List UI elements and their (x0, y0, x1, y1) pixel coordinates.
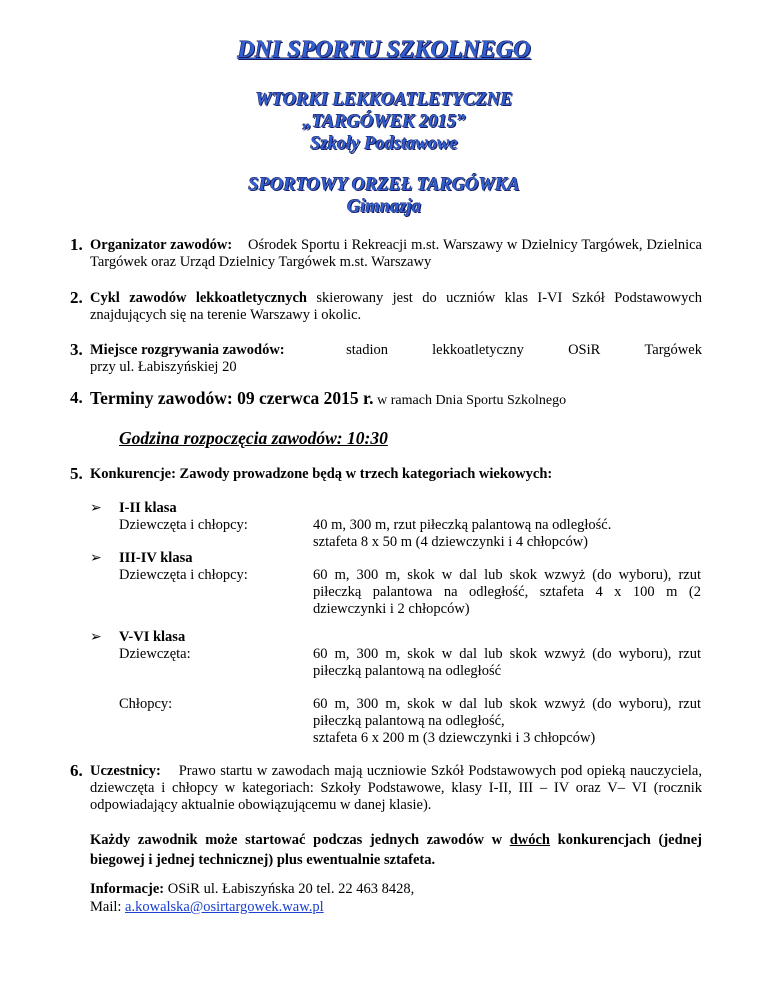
section-text: skierowany jest do uczniów klas I-VI Szkół Podstawowych znajdujących się na terenie Warszawy i okolic. (90, 290, 703, 323)
category-name: I-II klasa (119, 500, 177, 516)
category-2-events: 60 m, 300 m, skok w dal lub skok wzwyż (do wyboru), rzut piłeczką palantowa na odległość, sztafeta 4 x 100 m (2 dziewczynki i 2 chłopców) (313, 567, 701, 617)
section-number: 6. (70, 761, 83, 780)
category-group: Dziewczęta i chłopcy: (119, 517, 248, 533)
subtitle-line-1: WTORKI LEKKOATLETYCZNE (255, 90, 513, 110)
section-events (70, 464, 702, 483)
category-3-boys: Chłopcy: (119, 696, 173, 712)
category-events-line: 60 m, 300 m, skok w dal lub skok wzwyż (do wyboru), rzut piłeczką palantową na odległość, (313, 696, 701, 729)
category-1-events (313, 517, 701, 551)
subtitle-line-4: SPORTOWY ORZEŁ TARGÓWKA (248, 175, 520, 195)
section-number: 4. (70, 388, 83, 407)
category-group: Dziewczęta: (119, 646, 191, 662)
section-text: Ośrodek Sportu i Rekreacji m.st. Warszawy w Dzielnicy Targówek, Dzielnica Targówek oraz Urząd Dzielnicy Targówek m.st. Warszawy (90, 237, 702, 270)
category-events-line: sztafeta 8 x 50 m (4 dziewczynki i 4 chłopców) (313, 534, 589, 550)
category-name: III-IV klasa (119, 550, 193, 566)
start-time: Godzina rozpoczęcia zawodów: 10:30 (119, 428, 388, 448)
section-label: Organizator zawodów: (90, 237, 233, 253)
section-label: Cykl zawodów lekkoatletycznych (90, 290, 307, 306)
subtitle-line-3: Szkoły Podstawowe (310, 133, 458, 154)
subtitle-block-secondary (0, 175, 768, 219)
mail-label: Mail: (90, 899, 122, 915)
bullet-arrow-icon: ➢ (90, 630, 102, 645)
venue-word: stadion (346, 342, 389, 358)
info-text: OSiR ul. Łabiszyńska 20 tel. 22 463 8428, (167, 881, 415, 897)
section-number: 5. (70, 464, 83, 483)
subtitle-block-primary (0, 90, 768, 155)
section-cycle (70, 288, 703, 324)
category-1 (119, 500, 248, 534)
contact-info (90, 880, 414, 916)
email-link[interactable]: a.kowalska@osirtargowek.waw.pl (125, 899, 324, 915)
category-events-line: 40 m, 300 m, rzut piłeczką palantową na odległość. (313, 517, 612, 533)
info-label: Informacje: (90, 881, 165, 897)
section-text: w ramach Dnia Sportu Szkolnego (377, 393, 567, 408)
venue-word: OSiR (568, 342, 601, 358)
section-venue (70, 340, 702, 376)
venue-line-2: przy ul. Łabiszyńskiej 20 (90, 359, 237, 375)
section-participants (70, 761, 702, 814)
category-name: V-VI klasa (119, 629, 186, 645)
section-number: 2. (70, 288, 83, 307)
category-3 (119, 629, 191, 663)
rules-note (90, 830, 702, 870)
section-number: 3. (70, 340, 83, 359)
section-text: Prawo startu w zawodach mają uczniowie Szkół Podstawowych pod opieką nauczyciela, dziewczęta i chłopcy w kategoriach: Szkoły Podstawowe, klasy I-II, III – IV oraz V– VI (rocznik odpowiadający aktualnie obowiązującemu w danej klasie). (90, 763, 702, 813)
venue-line-1 (90, 342, 702, 359)
section-number: 1. (70, 235, 83, 254)
section-label: Miejsce rozgrywania zawodów: (90, 342, 285, 358)
category-events-line: sztafeta 6 x 200 m (3 dziewczynki i 3 chłopców) (313, 730, 596, 746)
section-label: Konkurencje: Zawody prowadzone będą w trzech kategoriach wiekowych: (90, 466, 553, 482)
bullet-arrow-icon: ➢ (90, 501, 102, 516)
note-emphasis: dwóch (509, 832, 550, 848)
section-label: Terminy zawodów: 09 czerwca 2015 r. (90, 388, 374, 408)
section-label: Uczestnicy: (90, 763, 161, 779)
section-dates (70, 388, 702, 409)
category-3-boys-events (313, 696, 701, 747)
category-3-events: 60 m, 300 m, skok w dal lub skok wzwyż (do wyboru), rzut piłeczką palantową na odległość (313, 646, 701, 679)
subtitle-line-5: Gimnazja (346, 196, 422, 217)
note-text: Każdy zawodnik może startować podczas jednych zawodów w (90, 832, 503, 848)
section-organizer (70, 235, 702, 271)
venue-word: lekkoatletyczny (432, 342, 524, 358)
document-title: DNI SPORTU SZKOLNEGO (237, 37, 531, 63)
category-2 (119, 550, 248, 584)
subtitle-line-2: „TARGÓWEK 2015” (302, 111, 466, 132)
category-group: Dziewczęta i chłopcy: (119, 567, 248, 583)
bullet-arrow-icon: ➢ (90, 551, 102, 566)
venue-word: Targówek (644, 342, 702, 358)
note-text: konkurencjach (jednej biegowej i jednej technicznej) plus ewentualnie sztafeta. (90, 832, 702, 868)
